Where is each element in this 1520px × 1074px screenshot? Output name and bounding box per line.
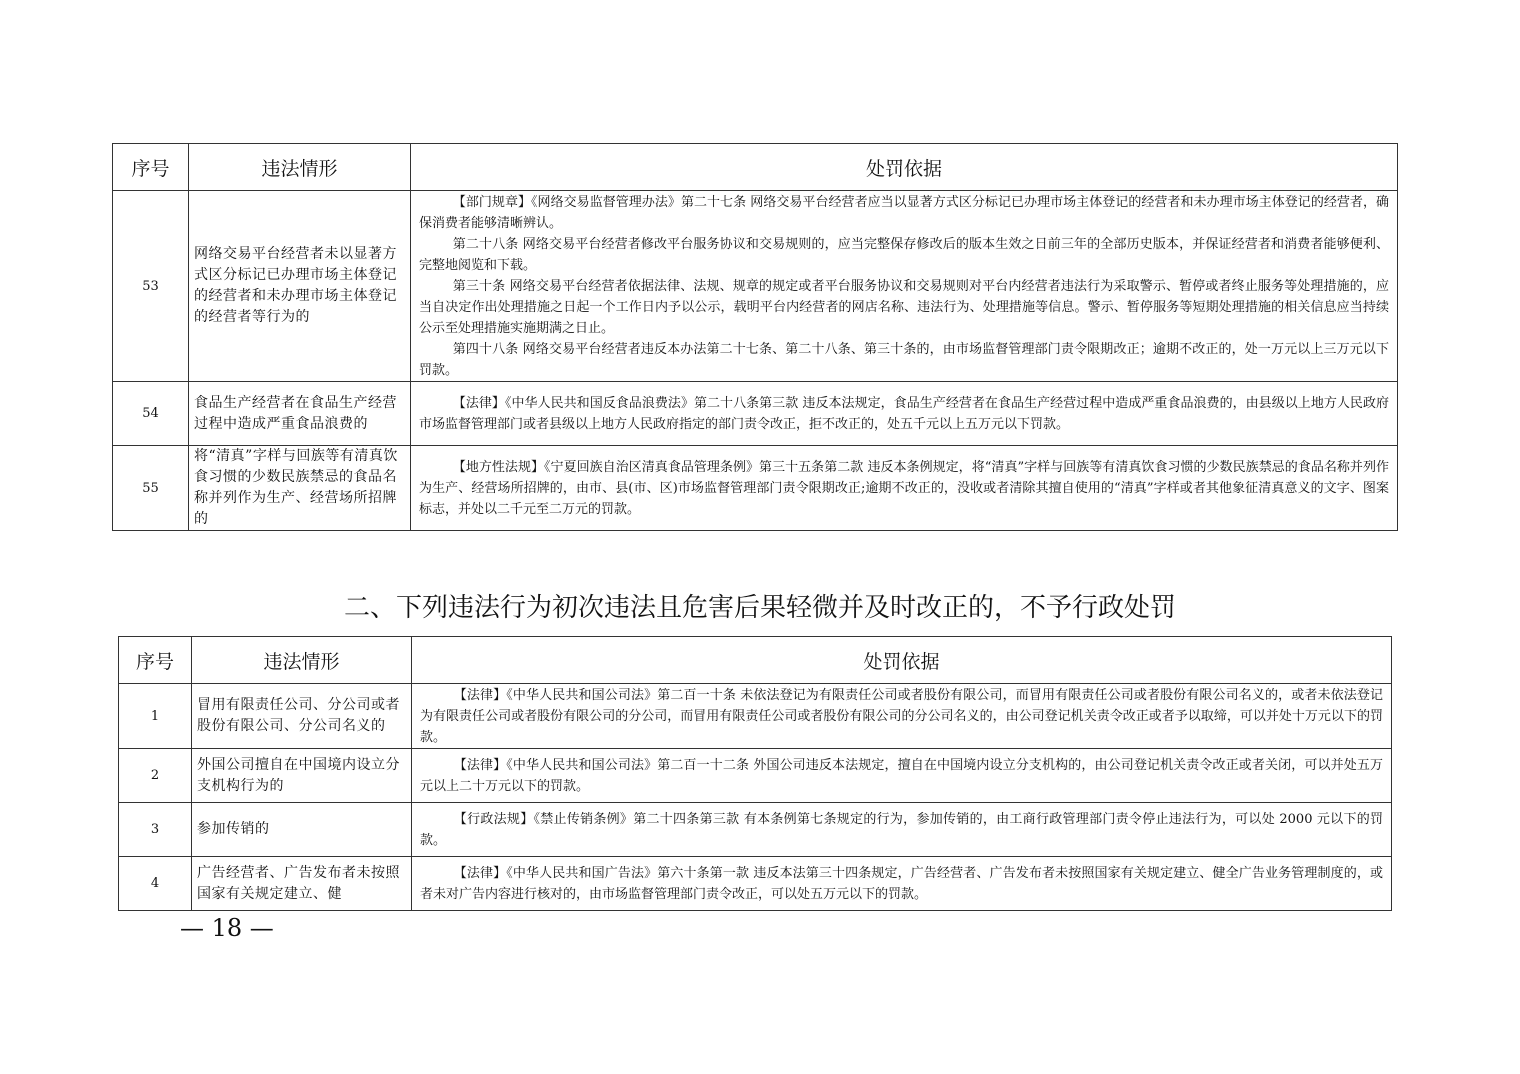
basis-paragraph: 第四十八条 网络交易平台经营者违反本办法第二十七条、第二十八条、第三十条的，由市场监督管理部门责令限期改正；逾期不改正的，处一万元以上三万元以下罚款。 [419,341,1389,378]
header-case: 违法情形 [192,637,412,684]
violation-case: 食品生产经营者在食品生产经营过程中造成严重食品浪费的 [189,382,411,446]
basis-paragraph: 第三十条 网络交易平台经营者依据法律、法规、规章的规定或者平台服务协议和交易规则对平台内经营者违法行为采取警示、暂停或者终止服务等处理措施的，应当自决定作出处理措施之日起一个工作日内予以公示，载明平台内经营者的网店名称、违法行为、处理措施等信息。警示、暂停服务等短期处理措施的相关信息应当持续公示至处理措施实施期满之日止。 [419,278,1389,336]
header-no: 序号 [119,637,192,684]
basis-paragraph: 【部门规章】《网络交易监督管理办法》第二十七条 网络交易平台经营者应当以显著方式区分标记已办理市场主体登记的经营者和未办理市场主体登记的经营者，确保消费者能够清晰辨认。 [419,194,1389,231]
penalty-table-continued [112,143,1398,531]
page-number: — 18 — [180,914,274,942]
penalty-basis [411,191,1398,382]
basis-paragraph: 【行政法规】《禁止传销条例》第二十四条第三款 有本条例第七条规定的行为，参加传销的，由工商行政管理部门责令停止违法行为，可以处 2000 元以下的罚款。 [420,811,1383,848]
basis-paragraph: 【地方性法规】《宁夏回族自治区清真食品管理条例》第三十五条第二款 违反本条例规定，将“清真”字样与回族等有清真饮食习惯的少数民族禁忌的食品名称并列作为生产、经营场所招牌的，由市、县(市、区)市场监督管理部门责令限期改正;逾期不改正的，没收或者清除其擅自使用的“清真”字样或者其他象征清真意义的文字、图案标志，并处以二千元至二万元的罚款。 [419,459,1389,517]
header-basis: 处罚依据 [411,144,1398,191]
basis-paragraph: 【法律】《中华人民共和国公司法》第二百一十条 未依法登记为有限责任公司或者股份有限公司，而冒用有限责任公司或者股份有限公司名义的，或者未依法登记为有限责任公司或者股份有限公司的分公司，而冒用有限责任公司或者股份有限公司的分公司名义的，由公司登记机关责令改正或者予以取缔，可以并处十万元以下的罚款。 [420,687,1383,745]
penalty-basis [412,857,1392,911]
non-penalty-table [118,636,1392,911]
row-number: 3 [119,803,192,857]
violation-case: 网络交易平台经营者未以显著方式区分标记已办理市场主体登记的经营者和未办理市场主体登记的经营者等行为的 [189,191,411,382]
penalty-basis [411,446,1398,531]
basis-paragraph: 【法律】《中华人民共和国公司法》第二百一十二条 外国公司违反本法规定，擅自在中国境内设立分支机构的，由公司登记机关责令改正或者关闭，可以并处五万元以上二十万元以下的罚款。 [420,757,1383,794]
penalty-basis [412,749,1392,803]
basis-paragraph: 【法律】《中华人民共和国广告法》第六十条第一款 违反本法第三十四条规定，广告经营者、广告发布者未按照国家有关规定建立、健全广告业务管理制度的，或者未对广告内容进行核对的，由市场监督管理部门责令改正，可以处五万元以下的罚款。 [420,865,1383,902]
row-number: 2 [119,749,192,803]
violation-case: 参加传销的 [192,803,412,857]
penalty-basis [411,382,1398,446]
table-header-row [119,637,1392,684]
penalty-basis [412,803,1392,857]
penalty-basis [412,684,1392,749]
header-case: 违法情形 [189,144,411,191]
violation-case: 外国公司擅自在中国境内设立分支机构行为的 [192,749,412,803]
header-basis: 处罚依据 [412,637,1392,684]
section-heading: 二、下列违法行为初次违法且危害后果轻微并及时改正的，不予行政处罚 [343,593,1176,623]
table-header-row [113,144,1398,191]
table-row [119,749,1392,803]
table-row [113,382,1398,446]
row-number: 55 [113,446,189,531]
row-number: 54 [113,382,189,446]
row-number: 1 [119,684,192,749]
basis-paragraph: 第二十八条 网络交易平台经营者修改平台服务协议和交易规则的，应当完整保存修改后的版本生效之日前三年的全部历史版本，并保证经营者和消费者能够便利、完整地阅览和下载。 [419,236,1389,273]
row-number: 53 [113,191,189,382]
table-row [113,191,1398,382]
table-row [119,857,1392,911]
table-row [113,446,1398,531]
violation-case: 广告经营者、广告发布者未按照国家有关规定建立、健 [192,857,412,911]
basis-paragraph: 【法律】《中华人民共和国反食品浪费法》第二十八条第三款 违反本法规定，食品生产经营者在食品生产经营过程中造成严重食品浪费的，由县级以上地方人民政府市场监督管理部门或者县级以上地方人民政府指定的部门责令改正，拒不改正的，处五千元以上五万元以下罚款。 [419,395,1389,432]
table-row [119,803,1392,857]
violation-case: 将“清真”字样与回族等有清真饮食习惯的少数民族禁忌的食品名称并列作为生产、经营场所招牌的 [189,446,411,531]
table-row [119,684,1392,749]
row-number: 4 [119,857,192,911]
violation-case: 冒用有限责任公司、分公司或者股份有限公司、分公司名义的 [192,684,412,749]
header-no: 序号 [113,144,189,191]
